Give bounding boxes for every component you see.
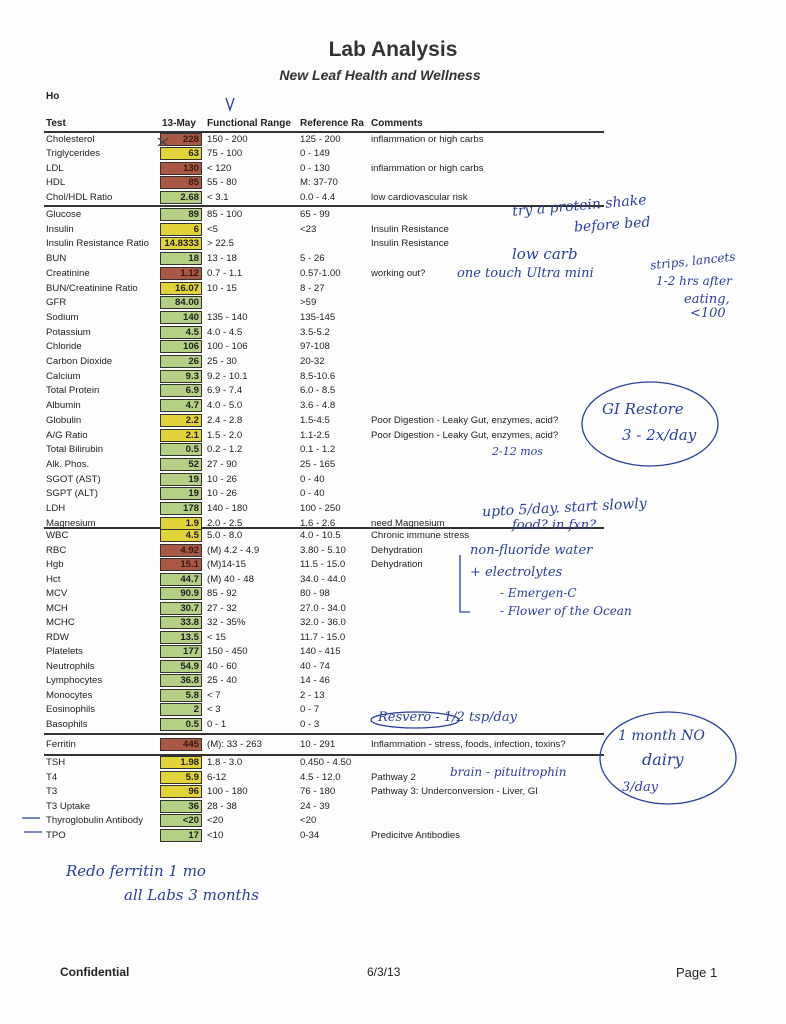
result-value: 14.8333: [160, 237, 202, 250]
clinic-name: New Leaf Health and Wellness: [279, 67, 481, 83]
test-name: Insulin Resistance Ratio: [46, 238, 149, 250]
reference-range: 32.0 - 36.0: [300, 617, 346, 628]
comment: Inflammation - stress, foods, infection, toxins?: [371, 739, 566, 750]
result-value: 2.2: [160, 414, 202, 427]
ellipse-gi-restore: [582, 382, 718, 466]
functional-range: 6.9 - 7.4: [207, 385, 243, 397]
functional-range: 2.0 - 2.5: [207, 517, 243, 529]
functional-range: 0.7 - 1.1: [207, 267, 243, 279]
note-non-fluoride: non-fluoride water: [470, 543, 593, 558]
reference-range: 0-34: [300, 829, 320, 841]
functional-range: < 3.1: [207, 191, 229, 203]
header-date: 13-May: [162, 118, 196, 129]
reference-range: 2 - 13: [300, 689, 325, 701]
test-name: Hgb: [46, 559, 64, 570]
functional-range: 150 - 200: [207, 134, 248, 145]
result-value: 16.07: [160, 282, 202, 295]
functional-range: 0.2 - 1.2: [207, 444, 243, 456]
result-value: 15.1: [160, 558, 202, 571]
functional-range: 40 - 60: [207, 660, 237, 672]
result-value: 26: [160, 355, 202, 368]
result-value: 84.00: [160, 296, 202, 309]
functional-range: 0 - 1: [207, 718, 227, 730]
test-name: MCV: [46, 588, 68, 599]
functional-range: (M): 33 - 263: [207, 739, 262, 750]
note-duration: 2-12 mos: [492, 445, 543, 458]
reference-range: 76 - 180: [300, 786, 336, 797]
test-name: Globulin: [46, 414, 82, 426]
test-name: LDL: [46, 162, 64, 174]
test-name: Platelets: [46, 646, 83, 657]
reference-range: 3.5-5.2: [300, 326, 330, 338]
comment: Poor Digestion - Leaky Gut, enzymes, acid?: [371, 414, 559, 426]
dash-marks: [22, 818, 42, 832]
test-name: WBC: [46, 530, 69, 541]
result-value: 2.68: [160, 191, 202, 204]
test-name: Total Protein: [46, 385, 100, 397]
functional-range: 100 - 106: [207, 341, 248, 353]
reference-range: 1.6 - 2.6: [300, 517, 336, 529]
reference-range: 4.0 - 10.5: [300, 530, 341, 541]
test-name: TSH: [46, 757, 66, 768]
functional-range: 9.2 - 10.1: [207, 370, 248, 382]
result-value: 54.9: [160, 660, 202, 673]
note-pituitrophin: brain - pituitrophin: [450, 765, 567, 779]
footer-confidential: Confidential: [60, 965, 130, 979]
functional-range: 1.5 - 2.0: [207, 429, 243, 441]
test-name: Chol/HDL Ratio: [46, 191, 113, 203]
test-name: TPO: [46, 829, 66, 841]
result-value: 63: [160, 147, 202, 160]
note-strips: strips, lancets: [649, 249, 737, 273]
reference-range: 3.80 - 5.10: [300, 544, 346, 556]
result-value: 36: [160, 800, 202, 813]
reference-range: 0.450 - 4.50: [300, 757, 352, 768]
result-value: 177: [160, 645, 202, 658]
reference-range: 0.1 - 1.2: [300, 444, 336, 456]
test-name: Hct: [46, 573, 61, 585]
reference-range: 0 - 40: [300, 473, 325, 485]
reference-range: <23: [300, 223, 317, 235]
result-value: 6: [160, 223, 202, 236]
footer-date: 6/3/13: [367, 965, 401, 979]
comment: Chronic immune stress: [371, 530, 470, 541]
result-value: 13.5: [160, 631, 202, 644]
result-value: 1.12: [160, 267, 202, 280]
test-name: Neutrophils: [46, 660, 95, 672]
test-name: Sodium: [46, 311, 79, 323]
reference-range: 24 - 39: [300, 800, 330, 812]
test-name: Glucose: [46, 209, 82, 220]
test-name: Calcium: [46, 370, 81, 382]
note-gi-restore: GI Restore: [602, 400, 684, 418]
test-name: BUN: [46, 253, 67, 265]
result-value: 36.8: [160, 674, 202, 687]
test-name: T4: [46, 771, 58, 783]
reference-range: 8.5-10.6: [300, 370, 336, 382]
footer-page: Page 1: [676, 965, 718, 980]
result-value: 4.92: [160, 544, 202, 557]
result-value: 6.9: [160, 384, 202, 397]
reference-range: 34.0 - 44.0: [300, 573, 346, 585]
test-name: BUN/Creatinine Ratio: [46, 282, 138, 294]
note-protein-shake: try a protein shake: [511, 192, 648, 220]
test-name: A/G Ratio: [46, 429, 88, 441]
reference-range: 125 - 200: [300, 134, 341, 145]
test-name: SGPT (ALT): [46, 488, 98, 500]
result-value: 0.5: [160, 443, 202, 456]
test-name: MCHC: [46, 617, 75, 628]
test-name: T3: [46, 786, 58, 797]
reference-range: 40 - 74: [300, 660, 330, 672]
test-name: LDH: [46, 503, 66, 514]
functional-range: 5.0 - 8.0: [207, 530, 243, 541]
test-name: Cholesterol: [46, 134, 95, 145]
reference-range: 97-108: [300, 341, 330, 353]
result-value: 1.9: [160, 517, 202, 530]
note-redo-ferritin: Redo ferritin 1 mo: [66, 862, 206, 880]
note-emergen: - Emergen-C: [500, 586, 577, 600]
test-name: Total Bilirubin: [46, 444, 104, 456]
functional-range: 1.8 - 3.0: [207, 757, 243, 768]
page-title: Lab Analysis: [328, 38, 458, 61]
functional-range: > 22.5: [207, 238, 234, 250]
comment: low cardiovascular risk: [371, 191, 468, 203]
note-one-month: 1 month NO: [618, 728, 705, 744]
functional-range: 4.0 - 5.0: [207, 400, 243, 412]
result-value: 85: [160, 176, 202, 189]
result-value: <20: [160, 814, 202, 827]
result-value: 2: [160, 703, 202, 716]
functional-range: 150 - 450: [207, 646, 248, 657]
comment: Poor Digestion - Leaky Gut, enzymes, acid?: [371, 429, 559, 441]
reference-range: M: 37-70: [300, 177, 338, 189]
test-name: RBC: [46, 544, 67, 556]
functional-range: < 15: [207, 631, 226, 643]
test-name: Carbon Dioxide: [46, 356, 113, 367]
test-name: SGOT (AST): [46, 473, 101, 485]
reference-range: 0 - 3: [300, 718, 320, 730]
reference-range: 1.1-2.5: [300, 429, 330, 441]
functional-range: 25 - 30: [207, 356, 237, 367]
reference-range: 20-32: [300, 356, 325, 367]
result-value: 445: [160, 738, 202, 751]
note-low-carb: low carb: [512, 245, 578, 263]
test-name: HDL: [46, 177, 66, 189]
result-value: 19: [160, 487, 202, 500]
functional-range: 85 - 92: [207, 588, 237, 599]
result-value: 4.7: [160, 399, 202, 412]
note-flower: - Flower of the Ocean: [500, 604, 632, 618]
patient-name: Ho: [46, 91, 60, 102]
reference-range: 0.57-1.00: [300, 267, 341, 279]
note-lt100: <100: [690, 306, 726, 321]
note-hrs-after: 1-2 hrs after: [656, 274, 732, 288]
comment: inflammation or high carbs: [371, 134, 484, 145]
functional-range: 10 - 26: [207, 488, 237, 500]
functional-range: 13 - 18: [207, 253, 237, 265]
test-name: Creatinine: [46, 267, 90, 279]
functional-range: <20: [207, 815, 224, 826]
note-magnesium-dose: upto 5/day. start slowly: [481, 495, 648, 521]
result-value: 19: [160, 473, 202, 486]
reference-range: <20: [300, 815, 317, 826]
test-name: Albumin: [46, 400, 81, 412]
comment: Insulin Resistance: [371, 238, 449, 250]
comment: inflammation or high carbs: [371, 162, 484, 174]
test-name: Alk. Phos.: [46, 458, 90, 470]
functional-range: 55 - 80: [207, 177, 237, 189]
functional-range: 27 - 32: [207, 602, 237, 614]
test-name: Basophils: [46, 718, 88, 730]
reference-range: 0 - 40: [300, 488, 325, 500]
reference-range: 3.6 - 4.8: [300, 400, 336, 412]
reference-range: 25 - 165: [300, 458, 336, 470]
result-value: 17: [160, 829, 202, 842]
test-name: T3 Uptake: [46, 800, 91, 812]
functional-range: 28 - 38: [207, 800, 237, 812]
functional-range: 6-12: [207, 771, 227, 783]
note-one-touch: one touch Ultra mini: [457, 266, 594, 281]
reference-range: 65 - 99: [300, 209, 330, 220]
functional-range: 32 - 35%: [207, 617, 246, 628]
note-gi-dose: 3 - 2x/day: [622, 426, 697, 444]
functional-range: <5: [207, 223, 218, 235]
comment: Pathway 3: Underconversion - Liver, GI: [371, 786, 538, 797]
comment: Pathway 2: [371, 771, 416, 783]
reference-range: 0 - 149: [300, 148, 330, 160]
test-name: RDW: [46, 631, 69, 643]
result-value: 5.8: [160, 689, 202, 702]
note-all-labs: all Labs 3 months: [124, 886, 259, 904]
result-value: 4.5: [160, 529, 202, 542]
test-name: Magnesium: [46, 517, 96, 529]
arrow-functional-mark: [226, 98, 234, 110]
result-value: 89: [160, 208, 202, 221]
functional-range: <10: [207, 829, 224, 841]
functional-range: < 120: [207, 162, 232, 174]
test-name: Lymphocytes: [46, 675, 103, 686]
functional-range: 75 - 100: [207, 148, 243, 160]
functional-range: (M)14-15: [207, 559, 246, 570]
reference-range: 140 - 415: [300, 646, 341, 657]
reference-range: 1.5-4.5: [300, 414, 330, 426]
test-name: Eosinophils: [46, 704, 96, 715]
result-value: 96: [160, 785, 202, 798]
result-value: 18: [160, 252, 202, 265]
result-value: 0.5: [160, 718, 202, 731]
result-value: 4.5: [160, 326, 202, 339]
test-name: Thyroglobulin Antibody: [46, 815, 144, 826]
result-value: 228: [160, 133, 202, 146]
result-value: 1.98: [160, 756, 202, 769]
result-value: 52: [160, 458, 202, 471]
reference-range: 135-145: [300, 311, 336, 323]
bracket-hydration: [460, 555, 470, 612]
comment: need Magnesium: [371, 517, 445, 529]
x-mark-cholesterol: [158, 138, 168, 146]
test-name: Potassium: [46, 326, 91, 338]
header-functional-range: Functional Range: [207, 118, 291, 129]
functional-range: 25 - 40: [207, 675, 237, 686]
note-food-fxn: food? in fxn?: [512, 518, 597, 533]
header-comments: Comments: [371, 118, 423, 129]
note-before-bed: before bed: [573, 214, 651, 236]
reference-range: 0 - 7: [300, 704, 320, 715]
result-value: 30.7: [160, 602, 202, 615]
functional-range: 10 - 15: [207, 282, 237, 294]
note-eating: eating,: [684, 292, 730, 307]
reference-range: 100 - 250: [300, 503, 341, 514]
reference-range: 0.0 - 4.4: [300, 191, 336, 203]
result-value: 9.3: [160, 370, 202, 383]
functional-range: 100 - 180: [207, 786, 248, 797]
test-name: Insulin: [46, 223, 74, 235]
header-reference-range: Reference Ra: [300, 118, 364, 129]
functional-range: 27 - 90: [207, 458, 237, 470]
reference-range: 11.5 - 15.0: [300, 559, 346, 570]
reference-range: >59: [300, 297, 317, 309]
result-value: 140: [160, 311, 202, 324]
test-name: MCH: [46, 602, 68, 614]
test-name: Ferritin: [46, 739, 76, 750]
result-value: 5.9: [160, 771, 202, 784]
functional-range: 4.0 - 4.5: [207, 326, 243, 338]
reference-range: 11.7 - 15.0: [300, 631, 346, 643]
reference-range: 27.0 - 34.0: [300, 602, 346, 614]
result-value: 2.1: [160, 429, 202, 442]
functional-range: < 3: [207, 704, 221, 715]
test-name: Triglycerides: [46, 148, 101, 160]
reference-range: 8 - 27: [300, 282, 325, 294]
note-electrolytes: + electrolytes: [470, 565, 563, 580]
functional-range: 140 - 180: [207, 503, 248, 514]
reference-range: 4.5 - 12.0: [300, 771, 341, 783]
comment: Dehydration: [371, 544, 423, 556]
comment: Insulin Resistance: [371, 223, 449, 235]
comment: Predicitve Antibodies: [371, 829, 461, 841]
functional-range: (M) 4.2 - 4.9: [207, 544, 260, 556]
functional-range: (M) 40 - 48: [207, 573, 254, 585]
reference-range: 5 - 26: [300, 253, 325, 265]
result-value: 33.8: [160, 616, 202, 629]
comment: Dehydration: [371, 559, 423, 570]
functional-range: 85 - 100: [207, 209, 243, 220]
reference-range: 14 - 46: [300, 675, 330, 686]
note-dairy: dairy: [642, 750, 684, 769]
note-resvero: Resvero - 1/2 tsp/day: [378, 710, 517, 725]
comment: working out?: [371, 267, 426, 279]
reference-range: 6.0 - 8.5: [300, 385, 336, 397]
header-test: Test: [46, 118, 66, 129]
functional-range: 135 - 140: [207, 311, 248, 323]
functional-range: 10 - 26: [207, 473, 237, 485]
test-name: Chloride: [46, 341, 82, 353]
result-value: 178: [160, 502, 202, 515]
functional-range: 2.4 - 2.8: [207, 414, 243, 426]
reference-range: 80 - 98: [300, 588, 330, 599]
reference-range: 0 - 130: [300, 162, 330, 174]
functional-range: < 7: [207, 689, 221, 701]
test-name: GFR: [46, 297, 67, 309]
result-value: 44.7: [160, 573, 202, 586]
result-value: 90.9: [160, 587, 202, 600]
test-name: Monocytes: [46, 689, 93, 701]
result-value: 130: [160, 162, 202, 175]
result-value: 106: [160, 340, 202, 353]
reference-range: 10 - 291: [300, 739, 336, 750]
note-three-day: 3/day: [622, 780, 659, 795]
